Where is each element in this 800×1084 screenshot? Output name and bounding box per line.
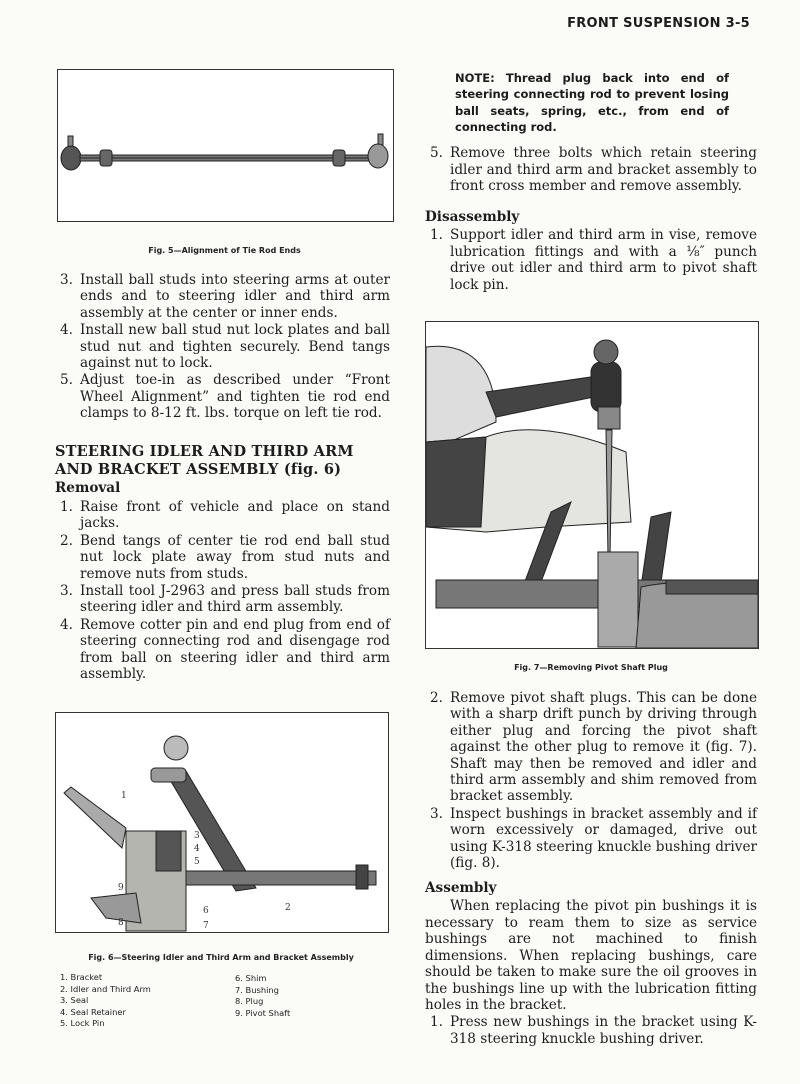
steering-idler-section bbox=[55, 443, 390, 683]
assembly-heading: Assembly bbox=[425, 880, 497, 897]
disassembly-step: 1. Support idler and third arm in vise, remove lubrication fittings and with a ⅛″ punch drive out idler and third arm to pivot shaft lock pin. bbox=[430, 227, 757, 293]
install-step: 4. Install new ball stud nut lock plates and ball stud nut and tighten securely. Bend tangs against nut to lock. bbox=[60, 322, 390, 372]
legend-item: 4. Seal Retainer bbox=[60, 1006, 126, 1017]
callout-5: 5 bbox=[194, 857, 200, 867]
removal-step: 5. Remove three bolts which retain steering idler and third arm and bracket assembly to front cross member and remove assembly. bbox=[430, 145, 757, 194]
removal-steps-continued bbox=[425, 145, 757, 194]
legend-item: 5. Lock Pin bbox=[60, 1018, 105, 1029]
tie-rod-drawing bbox=[58, 70, 393, 221]
section-heading-line-2: AND BRACKET ASSEMBLY (fig. 6) bbox=[55, 461, 342, 478]
legend-item: 9. Pivot Shaft bbox=[235, 1007, 291, 1018]
removal-steps-list bbox=[55, 499, 390, 682]
legend-item: 1. Bracket bbox=[60, 972, 103, 982]
removal-step: 4. Remove cotter pin and end plug from end of steering connecting rod and disengage rod from ball on steering idler and third arm assembly. bbox=[60, 616, 390, 683]
section-heading-line-1: STEERING IDLER AND THIRD ARM bbox=[55, 443, 354, 460]
callout-7: 7 bbox=[203, 921, 209, 931]
install-steps-list bbox=[55, 272, 390, 422]
figure-6-idler-assembly bbox=[55, 712, 389, 933]
page-header: FRONT SUSPENSION 3-5 bbox=[567, 16, 750, 31]
disassembly-steps-list bbox=[425, 227, 757, 293]
legend-item: 6. Shim bbox=[235, 973, 267, 983]
figure-7-caption: Fig. 7—Removing Pivot Shaft Plug bbox=[514, 663, 668, 672]
removal-step: 1. Raise front of vehicle and place on stand jacks. bbox=[60, 499, 390, 532]
disassembly-step: 2. Remove pivot shaft plugs. This can be done with a sharp drift punch by driving through either plug and forcing the pivot shaft against the other plug to remove it (fig. 7). Shaft may then be removed and idler and third arm assembly and shim removed from bracket assembly. bbox=[430, 690, 757, 805]
callout-3: 3 bbox=[194, 831, 200, 841]
callout-9: 9 bbox=[118, 883, 124, 893]
assembly-paragraph: When replacing the pivot pin bushings it is necessary to ream them to size as service bushings are not machined to finish dimensions. When replacing bushings, care should be taken to make sure the oil grooves in the bushings line up with the lubrication fitting holes in the bracket. bbox=[425, 898, 757, 1013]
legend-item: 3. Seal bbox=[60, 995, 89, 1006]
figure-7-pivot-shaft-plug bbox=[425, 321, 759, 649]
hammer-punch-photo bbox=[426, 322, 758, 648]
install-step: 5. Adjust toe-in as described under “Front Wheel Alignment” and tighten tie rod end clamps to 8-12 ft. lbs. torque on left tie rod. bbox=[60, 372, 390, 422]
right-column-bottom bbox=[425, 690, 757, 1048]
callout-6: 6 bbox=[203, 906, 209, 916]
callout-1: 1 bbox=[121, 791, 127, 801]
note-text: NOTE: Thread plug back into end of steering connecting rod to prevent losing ball seats, spring, etc., from end of connecting rod. bbox=[455, 71, 729, 134]
disassembly-steps-continued bbox=[425, 690, 757, 871]
callout-8: 8 bbox=[118, 918, 124, 928]
disassembly-heading: Disassembly bbox=[425, 209, 520, 226]
legend-item: 8. Plug bbox=[235, 996, 264, 1007]
legend-item: 2. Idler and Third Arm bbox=[60, 983, 151, 994]
install-steps-block bbox=[55, 272, 390, 423]
assembly-step: 1. Press new bushings in the bracket using K-318 steering knuckle bushing driver. bbox=[430, 1014, 757, 1047]
figure-5-tie-rod bbox=[57, 69, 394, 222]
idler-arm-photo bbox=[56, 713, 388, 932]
removal-step: 3. Install tool J-2963 and press ball studs from steering idler and third arm assembly. bbox=[60, 583, 390, 616]
callout-2: 2 bbox=[285, 903, 291, 913]
legend-item: 7. Bushing bbox=[235, 984, 279, 995]
figure-6-legend-right bbox=[235, 973, 290, 1019]
figure-6-caption: Fig. 6—Steering Idler and Third Arm and Bracket Assembly bbox=[88, 953, 354, 962]
figure-5-caption: Fig. 5—Alignment of Tie Rod Ends bbox=[148, 246, 301, 255]
install-step: 3. Install ball studs into steering arms at outer ends and to steering idler and third arm assembly at the center or inner ends. bbox=[60, 272, 390, 321]
callout-4: 4 bbox=[194, 844, 200, 854]
removal-heading: Removal bbox=[55, 480, 121, 496]
removal-step: 2. Bend tangs of center tie rod end ball stud nut lock plate away from stud nuts and remove nuts from studs. bbox=[60, 532, 390, 582]
right-column-top bbox=[425, 70, 757, 294]
assembly-steps-list bbox=[425, 1014, 757, 1047]
figure-6-legend-left bbox=[60, 972, 151, 1030]
disassembly-step: 3. Inspect bushings in bracket assembly and if worn excessively or damaged, drive out using K-318 steering knuckle bushing driver (fig. 8). bbox=[430, 805, 757, 872]
